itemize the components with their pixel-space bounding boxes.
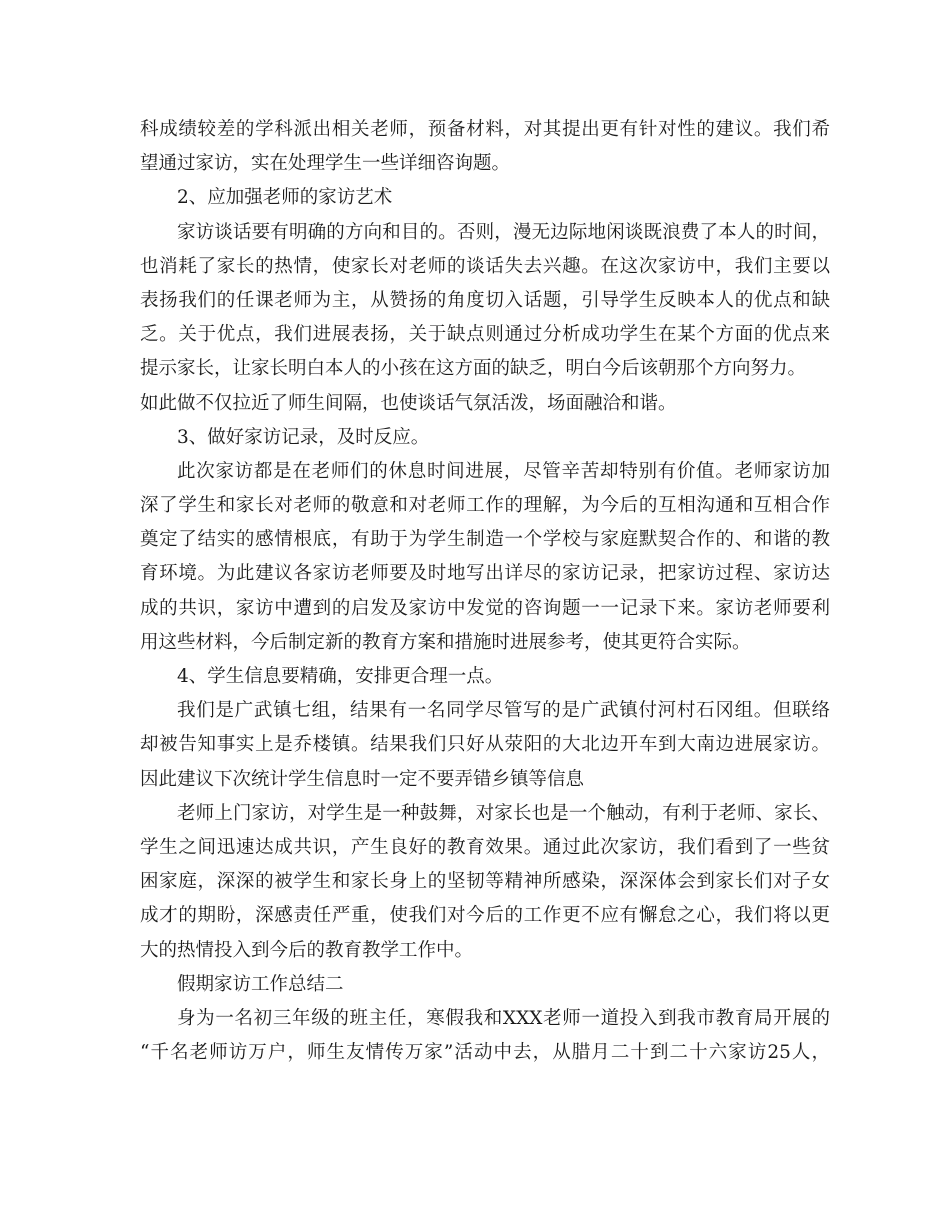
- text-line: 大的热情投入到今后的教育教学工作中。: [140, 939, 474, 961]
- text-line: 身为一名初三年级的班主任，寒假我和XXX老师一道投入到我市教育局开展的: [177, 1007, 830, 1029]
- text-line: 提示家长，让家长明白本人的小孩在这方面的缺乏，明白今后该朝那个方向努力。: [140, 358, 807, 380]
- text-line: 我们是广武镇七组，结果有一名同学尽管写的是广武镇付河村石冈组。但联络: [177, 700, 830, 722]
- text-line: 却被告知事实上是乔楼镇。结果我们只好从荥阳的大北边开车到大南边进展家访。: [140, 734, 830, 756]
- text-line: 也消耗了家长的热情，使家长对老师的谈话失去兴趣。在这次家访中，我们主要以: [140, 255, 830, 277]
- text-line: 科成绩较差的学科派出相关老师，预备材料，对其提出更有针对性的建议。我们希: [140, 119, 830, 140]
- text-line: 用这些材料，今后制定新的教育方案和措施时进展参考，使其更符合实际。: [140, 631, 751, 653]
- text-line: 3、做好家访记录，及时反应。: [177, 426, 430, 448]
- text-line: 深了学生和家长对老师的敬意和对老师工作的理解，为今后的互相沟通和互相合作: [140, 495, 830, 517]
- text-line: 老师上门家访，对学生是一种鼓舞，对家长也是一个触动，有利于老师、家长、: [177, 802, 830, 824]
- text-line: 2、应加强老师的家访艺术: [177, 187, 393, 209]
- text-line: 望通过家访，实在处理学生一些详细咨询题。: [140, 153, 511, 175]
- text-line: 奠定了结实的感情根底，有助于为学生制造一个学校与家庭默契合作的、和谐的教: [140, 529, 830, 551]
- text-line: 学生之间迅速达成共识，产生良好的教育效果。通过此次家访，我们看到了一些贫: [140, 836, 830, 858]
- text-line: 4、学生信息要精确，安排更合理一点。: [177, 666, 504, 687]
- text-line: 乏。关于优点，我们进展表扬，关于缺点则通过分析成功学生在某个方面的优点来: [140, 324, 830, 346]
- text-line: 育环境。为此建议各家访老师要及时地写出详尽的家访记录，把家访过程、家访达: [140, 563, 830, 585]
- text-line: 表扬我们的任课老师为主，从赞扬的角度切入话题，引导学生反映本人的优点和缺: [140, 289, 830, 311]
- text-line: 家访谈话要有明确的方向和目的。否则，漫无边际地闲谈既浪费了本人的时间，: [177, 221, 830, 243]
- text-line: “千名老师访万户，师生友情传万家”活动中去，从腊月二十到二十六家访25人，: [140, 1042, 830, 1064]
- text-line: 成才的期盼，深感责任严重，使我们对今后的工作更不应有懈怠之心，我们将以更: [140, 905, 830, 927]
- text-line: 困家庭，深深的被学生和家长身上的坚韧等精神所感染，深深体会到家长们对子女: [140, 871, 830, 893]
- text-line: 如此做不仅拉近了师生间隔，也使谈话气氛活泼，场面融洽和谐。: [140, 392, 677, 414]
- text-line: 因此建议下次统计学生信息时一定不要弄错乡镇等信息: [140, 768, 585, 790]
- text-line: 成的共识，家访中遭到的启发及家访中发觉的咨询题一一记录下来。家访老师要利: [140, 597, 830, 619]
- document-body: [140, 113, 830, 1070]
- text-line: 假期家访工作总结二: [177, 973, 344, 995]
- text-line: 此次家访都是在老师们的休息时间进展，尽管辛苦却特别有价值。老师家访加: [177, 460, 830, 482]
